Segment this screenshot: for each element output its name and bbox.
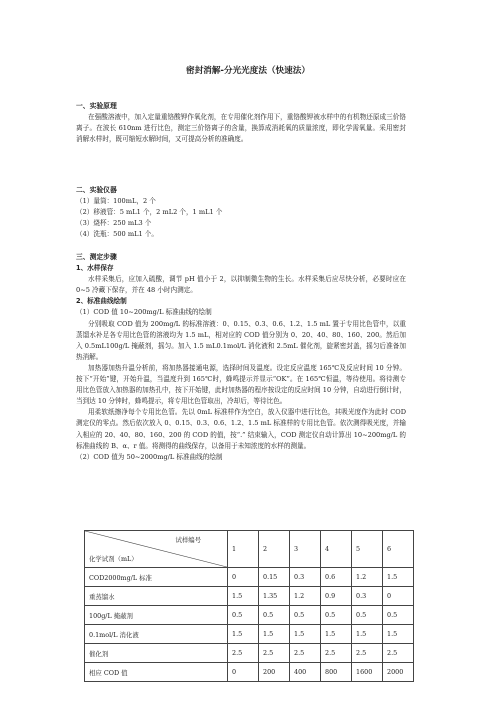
section-heading-principle: 一、实验原理 [76,102,117,110]
table-cell: 1.5 [321,625,352,644]
instrument-item-1: （1）量筒：100mL，2 个 [76,197,156,206]
table-row [85,663,414,682]
row-label: 100g/L 掩蔽剂 [85,606,228,625]
table-cell: 2.5 [352,644,383,663]
curve-paragraph-2: 加热器加热升温分析前，将加热器接通电源，选择时间及温度。设定反应温度 165℃及反应时间 10 分钟。按下“开始”键，开始升温，当温度升到 165℃时，蜂鸣提示并显示“OK”。在 165℃恒温，等待使用。将待测专用比色管放入加热器的加热孔中，按下开始键，此时加热器的程序按设定的反应时间 10 分钟，自动进行倒计时，当到达 10 分钟时，蜂鸣提示，将专用比色管取出，冷却后，等待比色。 [76,363,406,406]
table-cell: 2.5 [383,644,414,663]
curve-item-2: （2）COD 值为 50~2000mg/L 标准曲线的绘制 [76,452,223,461]
row-label: COD2000mg/L 标准 [85,568,228,587]
table-cell: 0.5 [290,606,321,625]
table-cell: 2000 [383,663,414,682]
document-title: 密封消解-分光光度法（快速法） [186,66,310,76]
column-header: 2 [259,531,290,568]
table-cell: 0.3 [290,568,321,587]
reagent-table [84,530,414,682]
table-cell: 200 [259,663,290,682]
section-heading-procedure: 三、测定步骤 [76,253,117,261]
curve-paragraph-1: 分别吸取 COD 值为 200mg/L 的标准溶液：0、0.15、0.3、0.6、1.2、1.5 mL 置于专用比色管中，以重蒸馏水补足各专用比色管的溶液均为 1.5 mL，相对应的 COD 值分别为 0、20、40、80、160、200。然后加入 0.5mL100g/L 掩蔽剂，摇匀。加入 1.5 mL0.1mol/L 消化液和 2.5mL 催化剂，旋紧密封盖，摇匀后准备加热消解。 [76,319,406,361]
table-cell: 2.5 [259,644,290,663]
table-cell: 0 [383,587,414,606]
table-cell: 2.5 [321,644,352,663]
column-header: 4 [321,531,352,568]
table-cell: 1.2 [290,587,321,606]
row-label: 重蒸馏水 [85,587,228,606]
instrument-item-3: （3）烧杯：250 mL3 个 [76,219,152,228]
table-cell: 2.5 [290,644,321,663]
table-corner-cell [85,531,228,568]
table-cell: 0.9 [321,587,352,606]
section-instruments [76,185,406,240]
table-cell: 1.5 [383,568,414,587]
table-cell: 0.5 [228,606,259,625]
table-cell: 0.3 [352,587,383,606]
column-header: 1 [228,531,259,568]
table-cell: 0 [228,663,259,682]
table-cell: 1.5 [228,587,259,606]
column-header: 6 [383,531,414,568]
table-cell: 0.15 [259,568,290,587]
table-cell: 1.5 [228,625,259,644]
subheading-standard-curve: 2、标准曲线绘制 [76,297,127,306]
table-row [85,587,414,606]
table-cell: 1.5 [259,625,290,644]
section-procedure [76,252,406,463]
table-cell: 1.35 [259,587,290,606]
table-cell: 1.5 [290,625,321,644]
section-principle [76,101,406,145]
table-cell: 2.5 [228,644,259,663]
row-label: 相应 COD 值 [85,663,228,682]
column-header: 3 [290,531,321,568]
table-row [85,644,414,663]
table-cell: 800 [321,663,352,682]
corner-top-label: 试样编号 [175,536,201,544]
curve-paragraph-3: 用柔软纸擦净每个专用比色管。先以 0mL 标准样作为空白，放入仪器中进行比色，其吸光度作为此时 COD 测定仪的零点。然后依次放入 0、0.15、0.3、0.6、1.2、1.5 mL 标准样的专用比色管。依次测得吸光度，并输入相应的 20、40、80、160、200 的 COD 的值，按“.” 结束输入，COD 测定仪自动计算出 10~200mg/L 的标准曲线的 B、α、r 值。将测得的曲线保存，以备用于未知浓度的水样的测量。 [76,408,406,450]
table-cell: 1.2 [352,568,383,587]
row-label: 0.1mol/L 消化液 [85,625,228,644]
table-cell: 0.6 [321,568,352,587]
row-label: 催化剂 [85,644,228,663]
table-cell: 1.5 [383,625,414,644]
corner-bottom-label: 化学试剂（mL） [89,555,138,563]
table-row [85,625,414,644]
table-cell: 0.5 [259,606,290,625]
table-cell: 0.5 [383,606,414,625]
table-cell: 1600 [352,663,383,682]
table-cell: 0.5 [352,606,383,625]
principle-paragraph: 在强酸溶液中，加入定量重铬酸钾作氧化剂，在专用催化剂作用下，重铬酸钾被水样中的有机物还原成三价铬离子。在波长 610nm 进行比色，测定三价铬离子的含量，换算成消耗氧的质量浓度，即化学需氧量。采用密封消解水样时，既可缩短水解时间，又可提高分析的准确度。 [76,113,406,144]
table-header-row [85,531,414,568]
table-cell: 0.5 [321,606,352,625]
storage-paragraph: 水样采集后，应加入硫酸，调节 pH 值小于 2，以抑制微生物的生长。水样采集后应尽快分析，必要时应在 0~5 冷藏下保存，并在 48 小时内测定。 [76,275,406,295]
table-cell: 400 [290,663,321,682]
column-header: 5 [352,531,383,568]
curve-item-1: （1）COD 值 10~200mg/L 标准曲线的绘制 [76,308,212,317]
section-heading-instruments: 二、实验仪器 [76,186,117,194]
table-row [85,606,414,625]
table-cell: 1.5 [352,625,383,644]
instrument-item-2: （2）移液管：5 mL1 个，2 mL2 个，1 mL1 个 [76,208,223,217]
instrument-item-4: （4）洗瓶：500 mL1 个。 [76,230,158,239]
table-row [85,568,414,587]
subheading-sample-storage: 1、水样保存 [76,264,114,273]
table-cell: 0 [228,568,259,587]
